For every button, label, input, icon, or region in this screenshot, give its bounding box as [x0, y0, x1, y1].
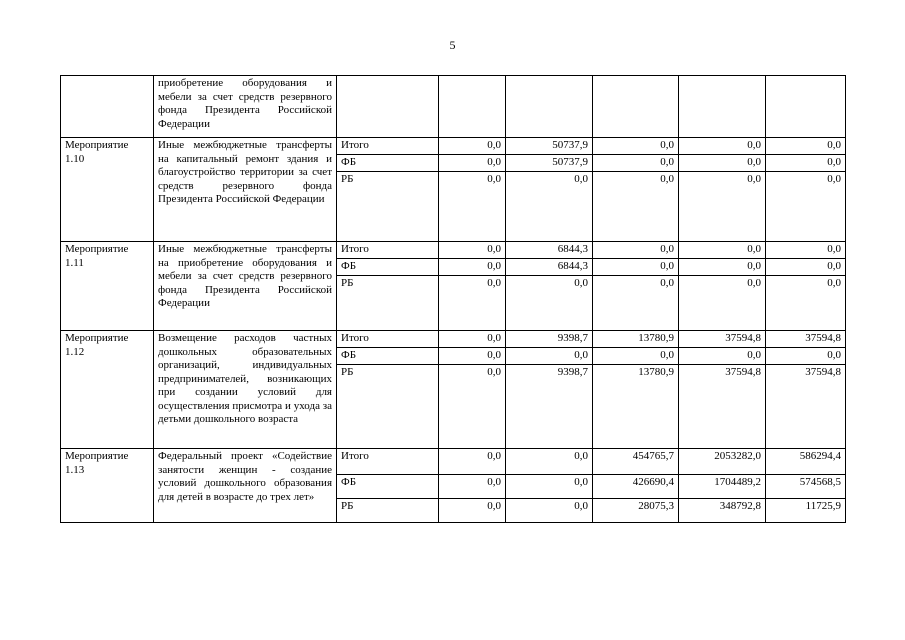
value-cell: 0,0 [679, 138, 766, 155]
value-cell: 50737,9 [506, 155, 593, 172]
value-cell: 0,0 [593, 138, 679, 155]
value-cell: 0,0 [593, 155, 679, 172]
value-cell: 0,0 [506, 475, 593, 499]
value-cell: 0,0 [679, 172, 766, 242]
event-title: Мероприятие 1.11 [61, 242, 154, 331]
value-cell [506, 76, 593, 138]
value-cell: 9398,7 [506, 365, 593, 449]
table-row [61, 331, 846, 348]
value-cell: 0,0 [439, 138, 506, 155]
event-name: Иные межбюджетные трансферты на капитальный ремонт здания и благоустройство территории за счет средств резервного фонда Президента Российской Федерации [154, 138, 337, 242]
value-cell: 2053282,0 [679, 449, 766, 475]
value-cell: 0,0 [506, 276, 593, 331]
row-label: Итого [337, 449, 439, 475]
event-name-continuation: приобретение оборудования и мебели за счет средств резервного фонда Президента Российской Федерации [154, 76, 337, 138]
row-label: РБ [337, 499, 439, 523]
value-cell: 28075,3 [593, 499, 679, 523]
value-cell: 348792,8 [679, 499, 766, 523]
row-label: ФБ [337, 475, 439, 499]
value-cell: 0,0 [439, 449, 506, 475]
event-name: Федеральный проект «Содействие занятости женщин - создание условий дошкольного образования для детей в возрасте до трех лет» [154, 449, 337, 523]
value-cell [439, 76, 506, 138]
value-cell: 0,0 [439, 172, 506, 242]
value-cell: 0,0 [679, 259, 766, 276]
event-name: Иные межбюджетные трансферты на приобретение оборудования и мебели за счет средств резервного фонда Президента Российской Федерации [154, 242, 337, 331]
row-label: ФБ [337, 155, 439, 172]
event-title: Мероприятие 1.13 [61, 449, 154, 523]
value-cell: 0,0 [766, 276, 846, 331]
value-cell: 37594,8 [679, 365, 766, 449]
value-cell: 6844,3 [506, 242, 593, 259]
event-title: Мероприятие 1.12 [61, 331, 154, 449]
value-cell [679, 76, 766, 138]
value-cell: 11725,9 [766, 499, 846, 523]
value-cell: 426690,4 [593, 475, 679, 499]
value-cell: 0,0 [766, 242, 846, 259]
value-cell: 0,0 [439, 242, 506, 259]
value-cell: 0,0 [766, 155, 846, 172]
value-cell: 0,0 [593, 259, 679, 276]
value-cell: 454765,7 [593, 449, 679, 475]
label-cell [337, 76, 439, 138]
value-cell: 13780,9 [593, 365, 679, 449]
table-row [61, 449, 846, 475]
value-cell: 0,0 [506, 499, 593, 523]
value-cell: 0,0 [679, 242, 766, 259]
value-cell [593, 76, 679, 138]
value-cell: 0,0 [506, 348, 593, 365]
value-cell: 574568,5 [766, 475, 846, 499]
value-cell: 0,0 [439, 155, 506, 172]
value-cell: 1704489,2 [679, 475, 766, 499]
row-label: ФБ [337, 348, 439, 365]
value-cell: 0,0 [679, 348, 766, 365]
row-label: РБ [337, 172, 439, 242]
budget-table [60, 75, 846, 523]
value-cell: 0,0 [593, 172, 679, 242]
value-cell: 0,0 [593, 276, 679, 331]
event-name: Возмещение расходов частных дошкольных образовательных организаций, индивидуальных предпринимателей, возникающих при создании условий для осуществления присмотра и ухода за детьми дошкольного возраста [154, 331, 337, 449]
row-label: РБ [337, 365, 439, 449]
value-cell: 0,0 [766, 138, 846, 155]
row-label: РБ [337, 276, 439, 331]
row-label: Итого [337, 138, 439, 155]
table-row [61, 242, 846, 259]
value-cell: 0,0 [439, 259, 506, 276]
value-cell: 37594,8 [766, 331, 846, 348]
value-cell: 0,0 [439, 276, 506, 331]
value-cell: 0,0 [439, 331, 506, 348]
value-cell: 0,0 [439, 348, 506, 365]
value-cell: 13780,9 [593, 331, 679, 348]
value-cell: 6844,3 [506, 259, 593, 276]
value-cell: 9398,7 [506, 331, 593, 348]
event-title: Мероприятие 1.10 [61, 138, 154, 242]
value-cell [766, 76, 846, 138]
value-cell: 0,0 [506, 449, 593, 475]
row-label: Итого [337, 331, 439, 348]
page-number: 5 [449, 38, 456, 52]
value-cell: 37594,8 [766, 365, 846, 449]
value-cell: 0,0 [439, 365, 506, 449]
table-row-continuation [61, 76, 846, 138]
value-cell: 0,0 [593, 242, 679, 259]
value-cell: 0,0 [439, 475, 506, 499]
value-cell: 37594,8 [679, 331, 766, 348]
value-cell: 50737,9 [506, 138, 593, 155]
value-cell: 0,0 [506, 172, 593, 242]
table-row [61, 138, 846, 155]
value-cell: 0,0 [439, 499, 506, 523]
value-cell: 0,0 [766, 348, 846, 365]
event-cell [61, 76, 154, 138]
value-cell: 0,0 [766, 259, 846, 276]
row-label: Итого [337, 242, 439, 259]
value-cell: 0,0 [679, 276, 766, 331]
value-cell: 586294,4 [766, 449, 846, 475]
row-label: ФБ [337, 259, 439, 276]
value-cell: 0,0 [679, 155, 766, 172]
value-cell: 0,0 [766, 172, 846, 242]
value-cell: 0,0 [593, 348, 679, 365]
